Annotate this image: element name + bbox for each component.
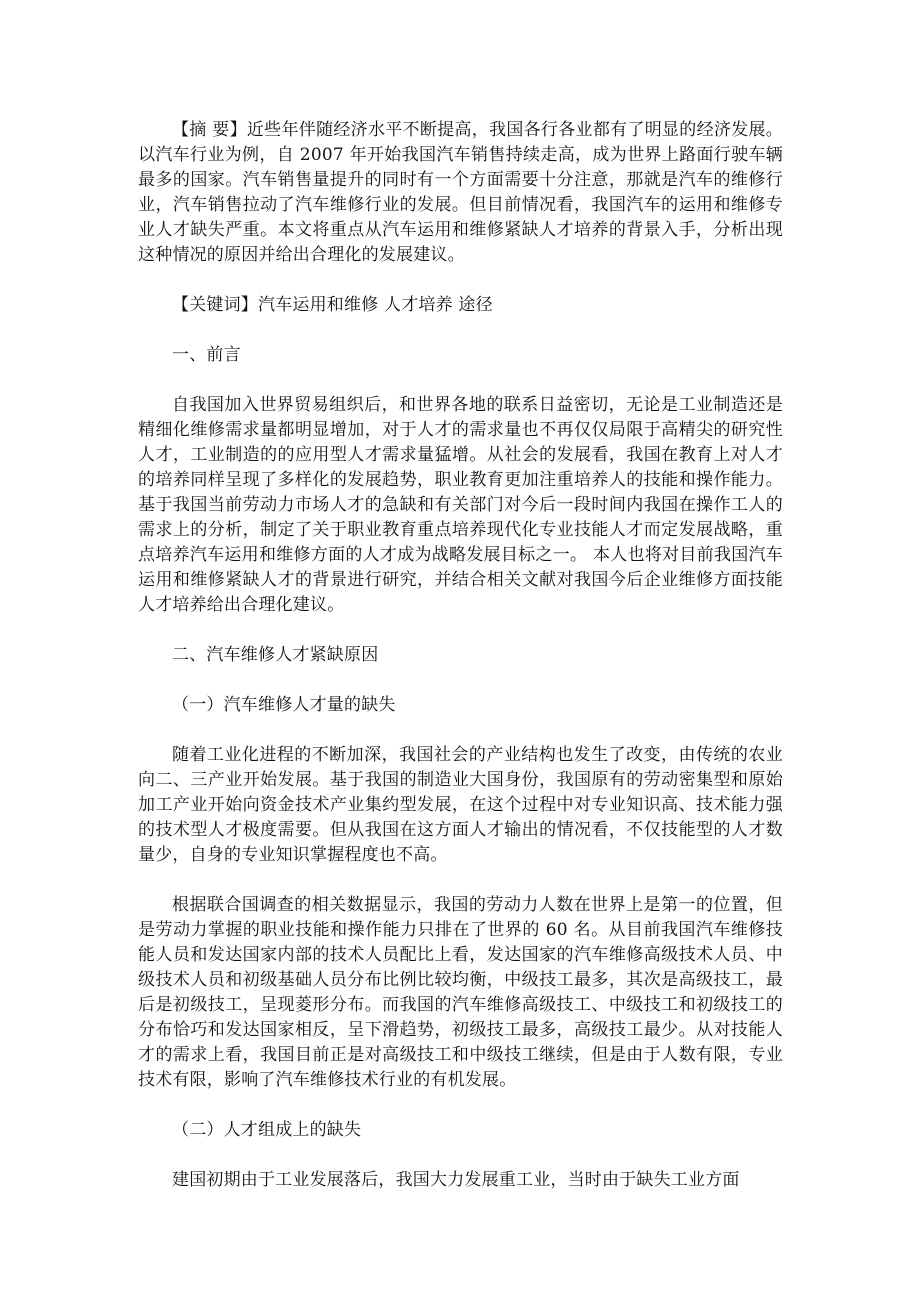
body-paragraph-industrialization: 随着工业化进程的不断加深，我国社会的产业结构也发生了改变，由传统的农业向二、三产业开始发展。基于我国的制造业大国身份，我国原有的劳动密集型和原始加工产业开始向资金技术产业集约型发展，在这个过程中对专业知识高、技术能力强的技术型人才极度需要。但从我国在这方面人才输出的情况看，不仅技能型的人才数量少，自身的专业知识掌握程度也不高。 [138, 745, 783, 865]
body-paragraph-early-founding: 建国初期由于工业发展落后，我国大力发展重工业，当时由于缺失工业方面 [172, 1170, 740, 1190]
abstract-text: 近些年伴随经济水平不断提高，我国各行各业都有了明显的经济发展。以汽车行业为例，自 2007 年开始我国汽车销售持续走高，成为世界上路面行驶车辆最多的国家。汽车销售量提升的同时有一个方面需要十分注意，那就是汽车的维修行业，汽车销售拉动了汽车维修行业的发展。但目前情况看，我国汽车的运用和维修专业人才缺失严重。本文将重点从汽车运用和维修紧缺人才培养的背景入手，分析出现这种情况的原因并给出合理化的发展建议。 [138, 120, 783, 265]
body-paragraph-preface: 自我国加入世界贸易组织后，和世界各地的联系日益密切，无论是工业制造还是精细化维修需求量都明显增加，对于人才的需求量也不再仅仅局限于高精尖的研究性人才，工业制造的的应用型人才需求量猛增。从社会的发展看，我国在教育上对人才的培养同样呈现了多样化的发展趋势，职业教育更加注重培养人的技能和操作能力。基于我国当前劳动力市场人才的急缺和有关部门对今后一段时间内我国在操作工人的需求上的分析，制定了关于职业教育重点培养现代化专业技能人才而定发展战略，重点培养汽车运用和维修方面的人才成为战略发展目标之一。 本人也将对目前我国汽车运用和维修紧缺人才的背景进行研究，并结合相关文献对我国今后企业维修方面技能人才培养给出合理化建议。 [138, 395, 783, 615]
document-page [138, 118, 783, 1193]
section-heading-preface: 一、前言 [172, 345, 241, 365]
section-heading-shortage-causes: 二、汽车维修人才紧缺原因 [172, 645, 379, 665]
abstract-paragraph [138, 118, 783, 268]
body-paragraph-un-data: 根据联合国调查的相关数据显示，我国的劳动力人数在世界上是第一的位置，但是劳动力掌握的职业技能和操作能力只排在了世界的 60 名。从目前我国汽车维修技能人员和发达国家内部的技术人员配比上看，发达国家的汽车维修高级技术人员、中级技术人员和初级基础人员分布比例比较均衡，中级技工最多，其次是高级技工，最后是初级技工，呈现菱形分布。而我国的汽车维修高级技工、中级技工和初级技工的分布恰巧和发达国家相反，呈下滑趋势，初级技工最多，高级技工最少。从对技能人才的需求上看，我国目前正是对高级技工和中级技工继续，但是由于人数有限，专业技术有限，影响了汽车维修技术行业的有机发展。 [138, 895, 783, 1090]
subsection-heading-composition: （二）人才组成上的缺失 [172, 1120, 362, 1140]
keywords-text: 汽车运用和维修 人才培养 途径 [258, 295, 493, 315]
subsection-heading-quantity: （一）汽车维修人才量的缺失 [172, 695, 396, 715]
keywords-paragraph [138, 293, 783, 318]
keywords-label: 【关键词】 [172, 295, 258, 315]
abstract-label: 【摘 要】 [172, 120, 247, 140]
